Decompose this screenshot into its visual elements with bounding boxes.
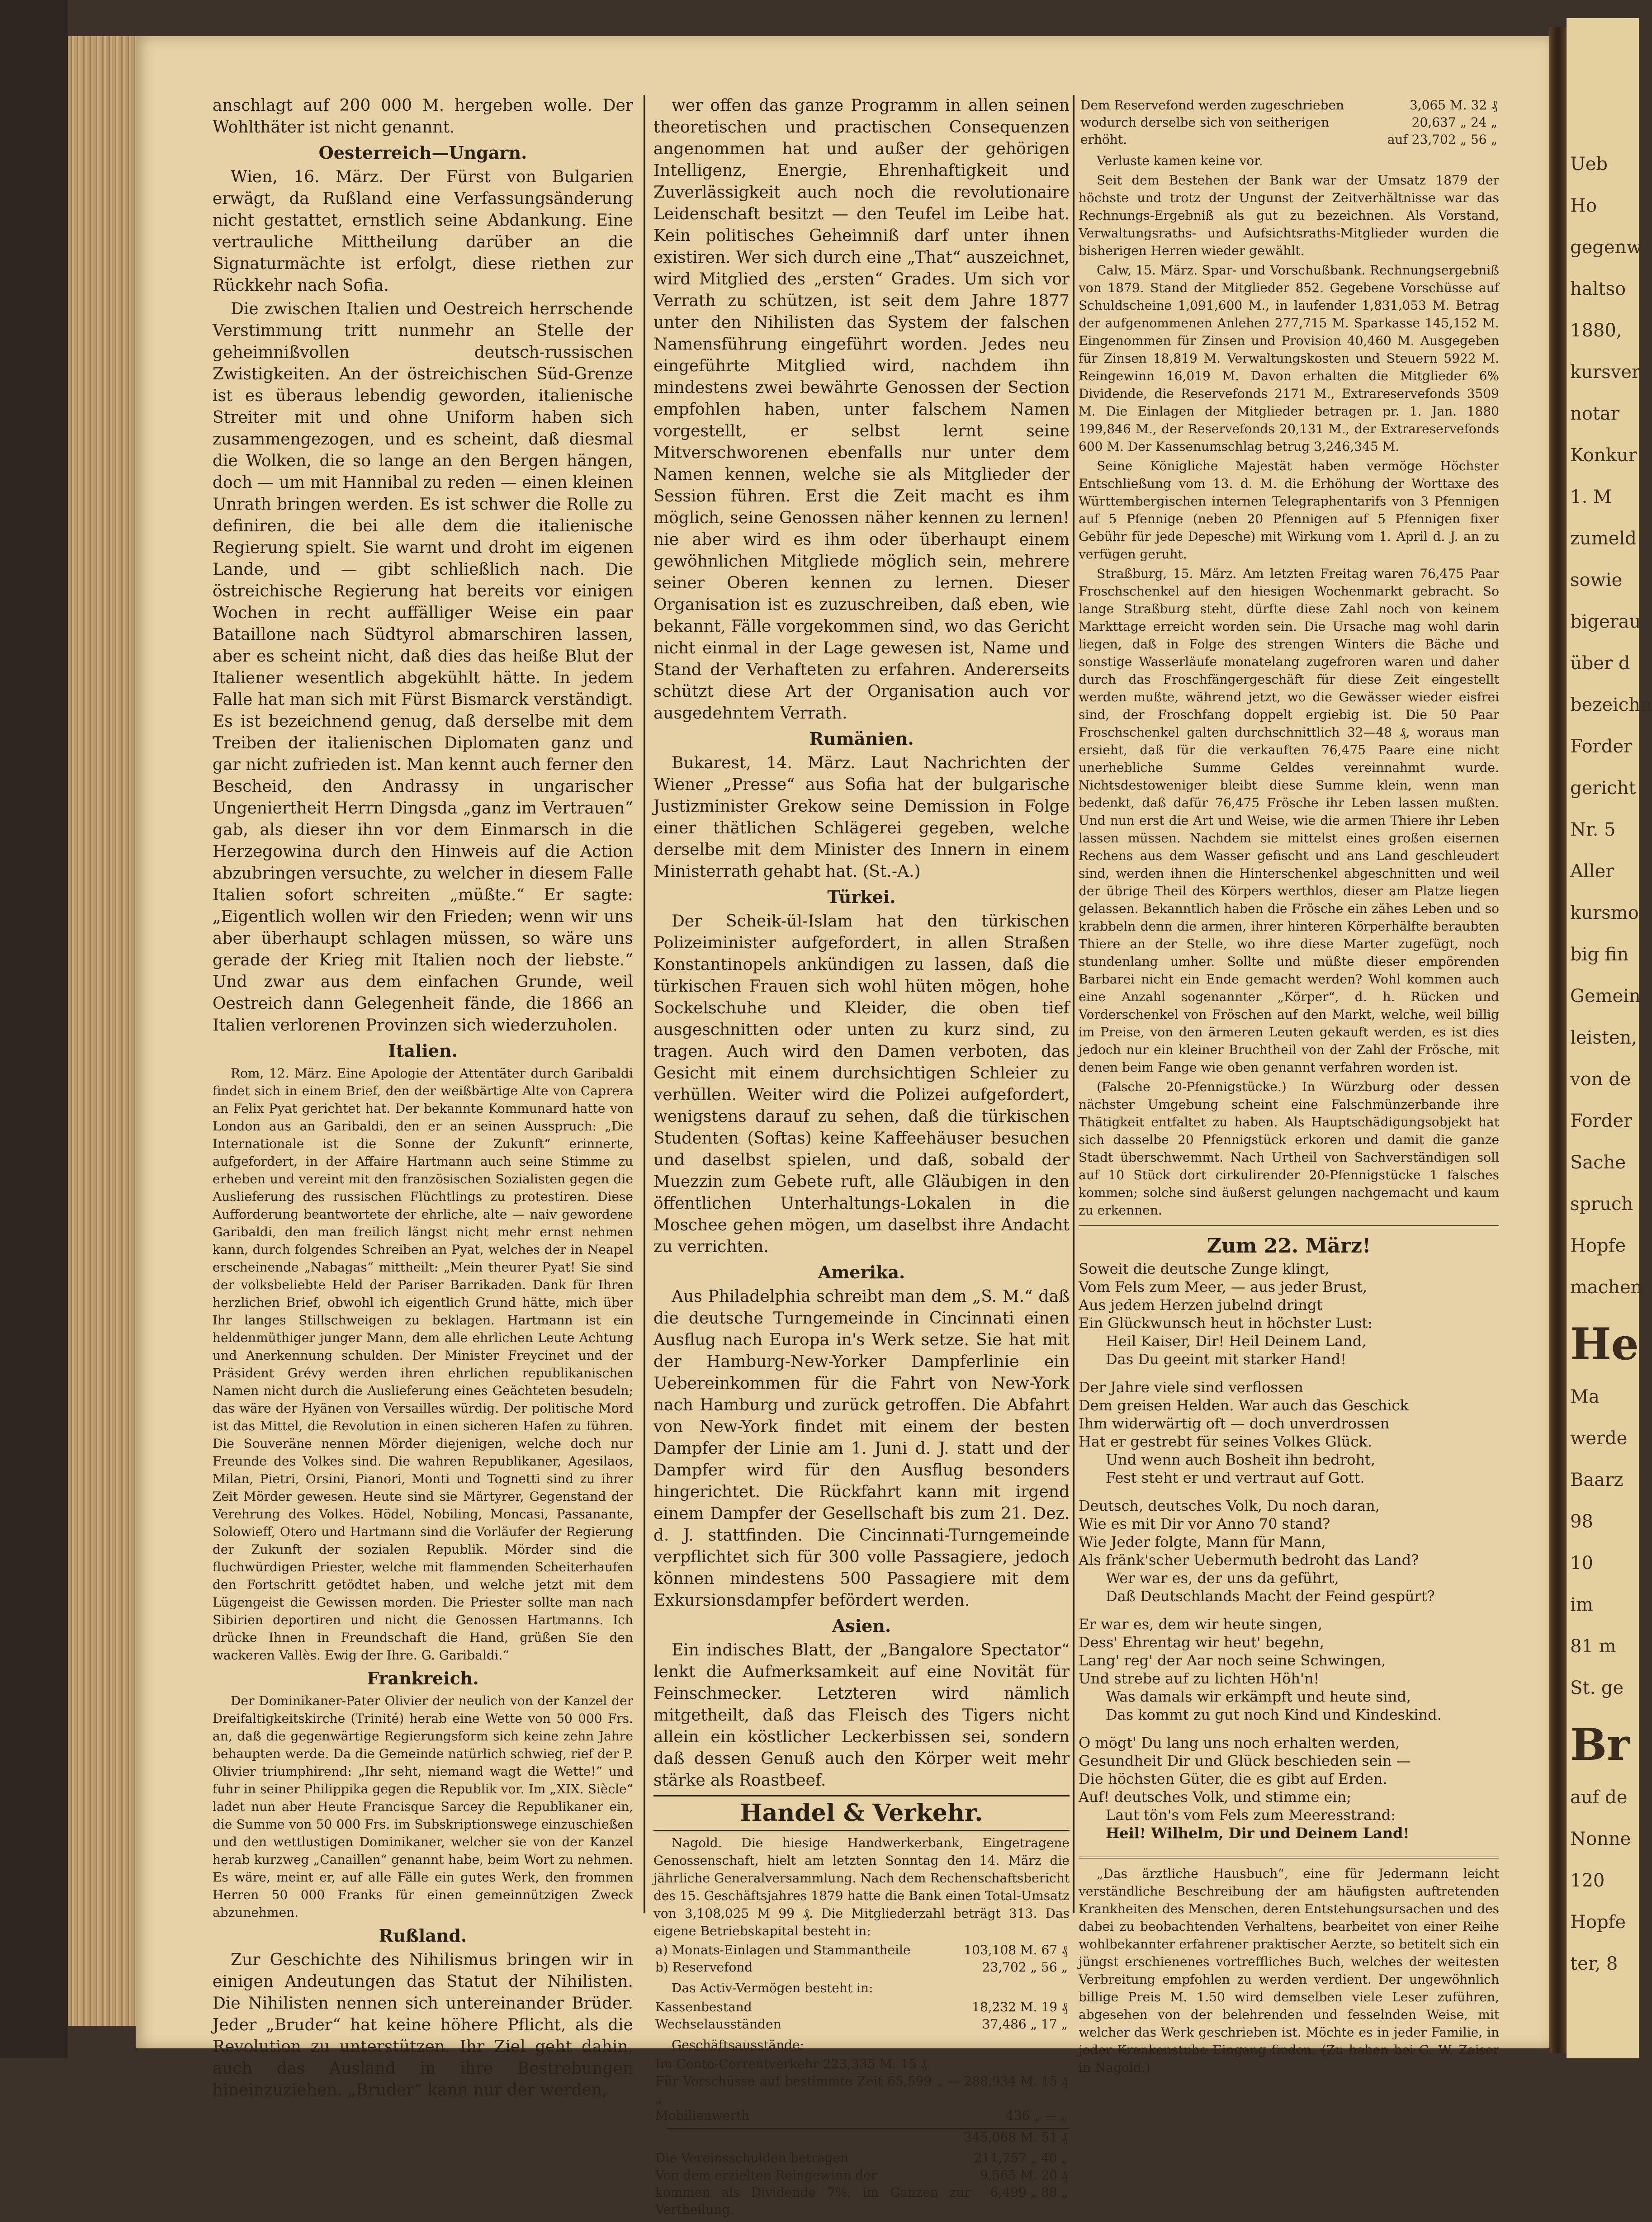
row-amount: 436 „ — „ <box>1005 2108 1068 2123</box>
next-page-fragment: sowie <box>1570 570 1623 591</box>
poem-stanza <box>1079 1378 1499 1487</box>
next-page-fragment: Gemein <box>1570 986 1641 1007</box>
row-label: Für Vorschüsse auf bestimmte Zeit 65,599 „ — „ <box>655 2074 961 2106</box>
poem-line: Wer war es, der uns da geführt, <box>1106 1570 1339 1587</box>
column-rule <box>1073 95 1075 1913</box>
handel-section <box>653 1795 1070 2218</box>
row-label: Kassenbestand <box>655 2000 752 2014</box>
poem-line: Hat er gestrebt für seines Volkes Glück. <box>1079 1433 1373 1450</box>
intro-text: anschlagt auf 200 000 M. hergeben wolle. Der Wohlthäter ist nicht genannt. <box>213 96 633 137</box>
column-rule <box>644 95 645 1913</box>
next-page-fragment: kursmo <box>1570 903 1639 923</box>
page-stack-edges <box>68 36 136 2026</box>
debts-table <box>653 2150 1070 2218</box>
next-page-fragment: Sache <box>1570 1152 1626 1173</box>
poem-line: Ein Glückwunsch heut in höchster Lust: <box>1079 1314 1373 1332</box>
next-page-fragment: Ma <box>1570 1386 1600 1407</box>
article-paragraph: Ein indisches Blatt, der „Bangalore Spectator“ lenkt die Aufmerksamkeit auf eine Novität für Feinschmecker. Letzteren wird nämlich mitgetheilt, daß das Fleisch des Tigers nicht allein ein köstlicher Leckerbissen sei, sondern daß dessen Genuß auch den Körper weit mehr stärke als Roastbeef. <box>653 1641 1070 1790</box>
row-label: wodurch derselbe sich von seitherigen <box>1080 115 1330 130</box>
next-page-fragment: haltso <box>1570 279 1626 299</box>
poem-line: Daß Deutschlands Macht der Feind gespürt? <box>1106 1588 1435 1605</box>
article-paragraph: Calw, 15. März. Spar- und Vorschußbank. Rechnungsergebniß von 1879. Stand der Mitglieder 852. Gegebene Vorschüsse auf Schuldscheine 1,091,600 M., in laufender 1,831,053 M. Betrag der aufgenommenen Anlehen 277,715 M. Sparkasse 145,152 M. Eingenommen für Zinsen und Provision 40,460 M. Ausgegeben für Zinsen 18,819 M. Verwaltungskosten und Steuern 5922 M. Reingewinn 16,019 M. Davon erhalten die Mitglieder 6% Dividende, die Reservefonds 2171 M., Extrareservefonds 3509 M. Die Einlagen der Mitglieder betragen pr. 1. Jan. 1880 199,846 M., der Reservefonds 20,131 M., der Extrareservefonds 600 M. Der Kassenumschlag betrug 3,246,345 M. <box>1079 263 1499 454</box>
article-paragraph: Rom, 12. März. Eine Apologie der Attentäter durch Garibaldi findet sich in einem Brief, den der weißbärtige Alte von Caprera an Felix Pyat gerichtet hat. Der bekannte Kommunard hatte von London aus an Garibaldi, den er an seinen Ausspruch: „Die Internationale ist die Sonne der Zukunft“ erinnerte, aufgefordert, in der Affaire Hartmann auch seine Stimme zu erheben und vereint mit den französischen Sozialisten gegen die Auslieferung des russischen Flüchtlings zu protestiren. Diese Aufforderung beantwortete der ehrliche, alte — naiv gewordene Garibaldi, den man freilich längst nicht mehr ernst nehmen kann, durch folgendes Schreiben an Pyat, welches der in Neapel erscheinende „Nabagas“ mittheilt: „Mein theurer Pyat! Sie sind der volksbeliebte Held der Pariser Barrikaden. Dank für Ihren herzlichen Brief, obwohl ich eigentlich Grund hätte, mich über Ihr langes Stillschweigen zu beklagen. Hartmann ist ein heldenmüthiger junger Mann, dem alle ehrlichen Leute Achtung und Anerkennung schulden. Der Minister Freycinet und der Präsident Grévy werden ihren ehrlichen republikanischen Namen nicht durch die Auslieferung eines Geächteten besudeln; das wäre der Hyänen von Versailles würdig. Der politische Mord ist das Mittel, die Revolution in einen sicheren Hafen zu führen. Die Souveräne nennen Mörder diejenigen, welche doch nur Freunde des Volkes sind. Die wahren Republikaner, Agesilaos, Milan, Pietri, Orsini, Pianori, Monti und Tognetti sind zu ihrer Zeit Mörder gewesen. Heute sind sie Märtyrer, Gegenstand der Verehrung des Volkes. Hödel, Nobiling, Moncasi, Passanante, Solowieff, Otero und Hartmann sind die Vorläufer der Regierung der Zukunft der sozialen Republik. Mörder sind die fluchwürdigen Priester, welche mit flammenden Scheiterhaufen den Fortschritt getödtet haben, und welche jetzt mit dem Lügengeist die Gewissen morden. Die Priester sollte man nach Sibirien deportiren und nicht die Genossen Hartmanns. Ich drücke Ihnen in Freundschaft die Hand, grüßen Sie den wackeren Vallès. Ewig der Ihre. G. Garibaldi.“ <box>213 1066 633 1663</box>
row-label: a) Monats-Einlagen und Stammantheile <box>655 1943 911 1957</box>
row-amount: 9,565 M. 20 ₰ <box>980 2168 1068 2183</box>
table-row <box>1079 97 1499 114</box>
next-page-fragment: He <box>1570 1319 1639 1370</box>
row-amount <box>962 2056 1070 2073</box>
poem-line: O mögt' Du lang uns noch erhalten werden, <box>1079 1734 1400 1751</box>
section-heading: Rumänien. <box>809 728 914 749</box>
poem-line: Das kommt zu gut noch Kind und Kindeskind. <box>1106 1706 1442 1723</box>
table-row <box>653 2184 1070 2218</box>
row-amount: 18,232 M. 19 ₰ <box>972 2000 1068 2014</box>
column-3 <box>1079 95 1499 2078</box>
poem-body <box>1079 1260 1499 1842</box>
next-page-fragment: Konkur <box>1570 445 1637 466</box>
poem-line: Ihm widerwärtig oft — doch unverdrossen <box>1079 1415 1390 1432</box>
row-label: kommen als Dividende 7%, im Ganzen zur Vertheilung. <box>655 2185 970 2217</box>
advert-text: „Das ärztliche Hausbuch“, eine für Jedermann leicht verständliche Beschreibung der am häufigsten auftretenden Krankheiten des Menschen, deren Entstehungsursachen und des dabei zu beobachtenden Verhaltens, bearbeitet von einer Reihe wohlbekannter erfahrener praktischer Aerzte, so betitelt sich ein jüngst erschienenes vortreffliches Buch, welches der weitesten Verbreitung empfohlen zu werden verdient. Der ungewöhnlich billige Preis M. 1.50 wird demselben viele Leser zuführen, abgesehen von der belehrenden und fesselnden Weise, mit welcher das Werk geschrieben ist. Möchte es in jeder Familie, in jeder Krankenstube Eingang finden. (Zu haben bei G. W. Zaiser in Nagold.) <box>1079 1866 1499 2075</box>
row-amount: 288,934 M. 15 ₰ <box>964 2074 1068 2089</box>
row-label: Wechselausständen <box>655 2017 781 2032</box>
next-page-fragment: big fin <box>1570 944 1629 965</box>
poem-line: Soweit die deutsche Zunge klingt, <box>1079 1260 1330 1277</box>
next-page-fragment: 1880, <box>1570 320 1622 341</box>
row-amount: auf 23,702 „ 56 „ <box>1387 132 1497 147</box>
article-paragraph: Seit dem Bestehen der Bank war der Umsatz 1879 der höchste und trotz der Ungunst der Zeitverhältnisse war das Rechnungs-Ergebniß als gut zu bezeichnen. Als Vorstand, Verwaltungsraths- und Aufsichtsraths-Mitglieder wurden die bisherigen Herren wieder gewählt. <box>1079 173 1499 258</box>
next-page-fragment: 1. M <box>1570 487 1612 507</box>
table-row <box>653 2107 1070 2124</box>
next-page-fragment: 10 <box>1570 1553 1593 1574</box>
next-page-fragment: werde <box>1570 1428 1628 1449</box>
next-page-fragment: über d <box>1570 653 1630 674</box>
row-amount: 23,702 „ 56 „ <box>982 1960 1068 1975</box>
next-page-fragment: kursver <box>1570 362 1641 383</box>
handel-intro: Nagold. Die hiesige Handwerkerbank, Eingetragene Genossenschaft, hielt am letzten Sonntag den 14. März die jährliche Generalversammlung. Nach dem Rechenschaftsbericht des 15. Geschäftsjahres 1879 hatte die Bank einen Total-Umsatz von 3,108,025 M 99 ₰. Die Mitgliederzahl beträgt 313. Das eigene Betriebskapital besteht in: <box>653 1835 1070 1938</box>
next-page-fragment: Nr. 5 <box>1570 819 1616 840</box>
row-label: Von dem erzielten Reingewinn der <box>655 2168 877 2183</box>
column-2 <box>653 95 1070 2222</box>
row-amount: 37,486 „ 17 „ <box>982 2017 1068 2032</box>
poem-line: Gesundheit Dir und Glück beschieden sein — <box>1079 1752 1411 1769</box>
next-page-fragment: Forder <box>1570 736 1633 757</box>
poem-title: Zum 22. März! <box>1207 1234 1371 1258</box>
row-label: Im Conto-Correntverkehr 223,335 M. 15 ₰ <box>655 2057 927 2071</box>
next-page-fragment: im <box>1570 1594 1593 1615</box>
poem-line: Er war es, dem wir heute singen, <box>1079 1616 1323 1633</box>
poem-line: Laut tön's vom Fels zum Meeresstrand: <box>1106 1806 1396 1824</box>
next-page-fragment: zumeld <box>1570 528 1637 549</box>
poem-stanza <box>1079 1497 1499 1605</box>
outstanding-heading: Geschäftsausstände: <box>672 2038 805 2052</box>
next-page-fragment: Hopfe <box>1570 1912 1626 1933</box>
section-heading: Amerika. <box>818 1262 905 1282</box>
poem-line: Was damals wir erkämpft und heute sind, <box>1106 1688 1411 1705</box>
poem-line: Heil Kaiser, Dir! Heil Deinem Land, <box>1106 1333 1367 1350</box>
next-page-fragment: Aller <box>1570 861 1614 882</box>
assets-heading: Das Activ-Vermögen besteht in: <box>672 1981 873 1995</box>
article-paragraph: Bukarest, 14. März. Laut Nachrichten der Wiener „Presse“ aus Sofia hat der bulgarische Justizminister Grekow seine Demission in Folge einer thätlichen Schlägerei gegeben, welche derselbe mit dem Minister des Innern in einem Ministerrath gehabt hat. (St.-A.) <box>653 754 1070 881</box>
next-page-fragment: gericht <box>1570 778 1636 799</box>
poem <box>1079 1225 1499 1858</box>
article-paragraph: (Falsche 20-Pfennigstücke.) In Würzburg oder dessen nächster Umgebung scheint eine Falschmünzerbande ihre Thätigkeit entfaltet zu haben. Als Hauptschädigungsobjekt hat sich dasselbe 20 Pfennigstück erkoren und damit die ganze Stadt überschwemmt. Nach Urtheil von Sachverständigen soll auf 10 Stück dort cirkulirender 20-Pfennigstücke 1 falsches kommen; solche sind äußerst gelungen nachgemacht und kaum zu erkennen. <box>1079 1079 1499 1218</box>
article-paragraph: wer offen das ganze Programm in allen seinen theoretischen und practischen Consequenzen angenommen hat und außer der gehörigen Intelligenz, Energie, Ehrenhaftigkeit und Zuverlässigkeit auch noch die revolutionaire Leidenschaft besitzt — den Teufel im Leibe hat. Kein politisches Geheimniß darf unter ihnen existiren. Wer sich durch eine „That“ auszeichnet, wird Mitglied des „ersten“ Grades. Um sich vor Verrath zu schützen, ist seit dem Jahre 1877 unter den Nihilisten das System der falschen Namensführung eingeführt worden. Jedes neu eingeführte Mitglied wird, nachdem ihn mindestens zwei bewährte Genossen der Section empfohlen haben, unter falschem Namen vorgestellt, er selbst lernt seine Mitverschworenen ebenfalls nur unter dem Namen kennen, welche sie als Mitglieder der Session führen. Erst die Zeit macht es ihm möglich, seine Genossen näher kennen zu lernen! nie aber wird es ihm oder überhaupt einem gewöhnlichen Mitgliede möglich sein, mehrere seiner Oberen kennen zu lernen. Dieser Organisation ist es zuzuschreiben, daß eben, wie bekannt, Fälle vorgekommen sind, wo das Gericht nicht einmal in der Lage gewesen ist, Name und Stand der Verhafteten zu erfahren. Andererseits schützt diese Art der Organisation auch vor ausgedehntem Verrath. <box>653 96 1070 723</box>
section-heading: Handel & Verkehr. <box>653 1795 1070 1831</box>
article-paragraph: Der Dominikaner-Pater Olivier der neulich von der Kanzel der Dreifaltigkeitskirche (Trinité) herab eine Wette von 50 000 Frs. an, daß die gegenwärtige Regierungsform sich keine zehn Jahre behaupten werde. Da die Gemeinde natürlich schwieg, rief der P. Olivier triumphirend: „Ihr seht, niemand wagt die Wette!“ und fuhr in seiner Philippika gegen die Republik vor. Im „XIX. Siècle“ ladet nun aber Heute Francisque Sarcey die Republikaner ein, die Summe von 50 000 Frs. im Subskriptionswege einzuschießen und den wettlustigen Dominikaner, welcher sie von der Kanzel herab kurzweg „Canaillen“ genannt habe, beim Wort zu nehmen. Es wäre, meint er, auf alle Fälle ein gutes Werk, den frommen Herren 50 000 Franks für einen gemeinnützigen Zweck abzunehmen. <box>213 1693 633 1920</box>
next-page-fragment: 98 <box>1570 1511 1593 1532</box>
outstanding-table <box>653 2056 1070 2124</box>
column-2-sections <box>653 95 1070 1792</box>
background-left <box>0 0 68 2058</box>
table-row <box>653 2150 1070 2167</box>
poem-line: Wie Jeder folgte, Mann für Mann, <box>1079 1533 1326 1551</box>
reserve-table <box>1079 97 1499 148</box>
poem-line: Fest steht er und vertraut auf Gott. <box>1106 1469 1365 1486</box>
poem-line: Der Jahre viele sind verflossen <box>1079 1379 1303 1396</box>
poem-line: Auf! deutsches Volk, und stimme ein; <box>1079 1788 1352 1806</box>
next-page-fragment: bigerau <box>1570 611 1641 632</box>
poem-line: Als fränk'scher Uebermuth bedroht das Land? <box>1079 1551 1419 1569</box>
next-page-fragment: Forder <box>1570 1111 1633 1131</box>
table-row <box>653 2128 1070 2146</box>
table-row <box>653 2056 1070 2073</box>
section-heading: Italien. <box>388 1040 458 1061</box>
total-label <box>653 2128 667 2146</box>
table-row <box>653 2167 1070 2184</box>
poem-line: Dess' Ehrentag wir heut' begehn, <box>1079 1634 1325 1651</box>
poem-line: Heil! Wilhelm, Dir und Deinem Land! <box>1106 1825 1410 1842</box>
next-page-fragment: Br <box>1570 1719 1630 1770</box>
book-gutter <box>1549 27 1567 2053</box>
next-page-fragment: bezeichn <box>1570 695 1652 715</box>
poem-line: Dem greisen Helden. War auch das Geschick <box>1079 1397 1409 1414</box>
table-row <box>653 1959 1070 1976</box>
row-label: Mobilienwerth <box>655 2108 750 2123</box>
row-amount: 20,637 „ 24 „ <box>1411 115 1497 130</box>
poem-stanza <box>1079 1615 1499 1724</box>
poem-stanza <box>1079 1734 1499 1842</box>
row-amount: 211,757 „ 40 „ <box>974 2151 1068 2165</box>
article-paragraph: Wien, 16. März. Der Fürst von Bulgarien erwägt, da Rußland eine Verfassungsänderung nicht gestattet, ernstlich seine Abdankung. Eine vertrauliche Mittheilung darüber an die Signaturmächte ist erfolgt, diese riethen zur Rückkehr nach Sofia. <box>213 168 633 295</box>
next-page-fragment: leisten, <box>1570 1027 1638 1048</box>
article-paragraph: Der Scheik-ül-Islam hat den türkischen Polizeiminister aufgefordert, in allen Straßen Konstantinopels ankündigen zu lassen, daß die türkischen Frauen sich wohl hüten mögen, hohe Sockelschuhe und Kleider, die oben tief ausgeschnitten oder unten zu kurz sind, zu tragen. Auch wird den Damen verboten, das Gesicht mit einem durchsichtigen Schleier zu verhüllen. Weiter wird die Polizei aufgefordert, wenigstens darauf zu sehen, daß die türkischen Studenten (Softas) keine Kaffeehäuser besuchen und daselbst spielen, und daß, sobald der Muezzin zum Gebete ruft, alle Gläubigen in den öffentlichen Unterhaltungs-Lokalen in die Moschee gehen mögen, um daselbst ihre Andacht zu verrichten. <box>653 912 1070 1256</box>
next-page-fragment: Ueb <box>1570 154 1608 175</box>
next-page-fragment: spruch <box>1570 1194 1633 1215</box>
assets-table <box>653 1999 1070 2033</box>
section-heading: Frankreich. <box>367 1668 479 1688</box>
article-paragraph: Aus Philadelphia schreibt man dem „S. M.“ daß die deutsche Turngemeinde in Cincinnati einen Ausflug nach Europa in's Werk setze. Sie hat mit der Hamburg-New-Yorker Dampferlinie ein Uebereinkommen für die Fahrt von New-York nach Hamburg und zurück getroffen. Die Abfahrt von New-York findet mit einem der besten Dampfer der Linie am 1. Juni d. J. statt und der Dampfer wird für den Ausflug besonders hingerichtet. Die Rückfahrt kann mit irgend einem Dampfer der Gesellschaft bis zum 21. Dez. d. J. stattfinden. Die Cincinnati-Turngemeinde verpflichtet sich für 300 volle Passagiere, jedoch können mindestens 500 Passagiere mit dem Exkursionsdampfer befördert werden. <box>653 1287 1070 1610</box>
column-3-paragraphs <box>1079 152 1499 1219</box>
row-label: Dem Reservefond werden zugeschrieben <box>1080 98 1344 113</box>
section-heading: Oesterreich—Ungarn. <box>318 142 527 163</box>
poem-line: Deutsch, deutsches Volk, Du noch daran, <box>1079 1497 1380 1514</box>
poem-line: Aus jedem Herzen jubelnd dringt <box>1079 1296 1323 1314</box>
next-page-fragment: auf de <box>1570 1787 1628 1808</box>
row-amount: 6,499 „ 88 „ <box>990 2185 1068 2200</box>
total-amount: 345,068 M. 51 ₰ <box>667 2128 1070 2146</box>
article-paragraph: Die zwischen Italien und Oestreich herrschende Verstimmung tritt nunmehr an Stelle der geheimnißvollen deutsch-russischen Zwistigkeiten. An der östreichischen Süd-Grenze ist es überaus lebendig geworden, italienische Streiter mit und ohne Uniform haben sich zusammengezogen, und es scheint, daß diesmal die Wolken, die so lange an den Bergen hängen, doch — um mit Hannibal zu reden — einen kleinen Unrath bringen werden. Es ist schwer die Rolle zu definiren, die bei alle dem die italienische Regierung spielt. Sie warnt und droht im eigenen Lande, und — gibt schließlich nach. Die östreichische Regierung hat bereits vor einigen Wochen in recht auffälliger Weise ein paar Bataillone nach Südtyrol abmarschiren lassen, aber es scheint nicht, daß dies das heiße Blut der Italiener wesentlich abgekühlt hätte. In jedem Falle hat man sich mit Fürst Bismarck verständigt. Es ist bezeichnend genug, daß derselbe mit dem Treiben der italienischen Diplomaten ganz und gar nicht zufrieden ist. Man kennt auch ferner den Bescheid, den Andrassy in ungarischer Ungeniertheit Herrn Dingsda „ganz im Vertrauen“ gab, als dieser ihn vor dem Einmarsch in die Herzegowina durch den Hinweis auf die Action abzubringen versuchte, zu welcher in diesem Falle Italien sofort schreiten „müßte.“ Er sagte: „Eigentlich wollen wir den Frieden; wenn wir uns aber überhaupt schlagen müssen, so wäre uns gerade der Krieg mit Italien noch der liebste.“ Und zwar aus dem einfachen Grunde, weil Oestreich dann Gelegenheit fände, die 1866 an Italien verlorenen Provinzen sich wiederzuholen. <box>213 300 633 1035</box>
table-row <box>1079 114 1499 131</box>
row-amount: 3,065 M. 32 ₰ <box>1409 98 1497 113</box>
section-heading: Türkei. <box>827 887 896 907</box>
column-1-sections <box>213 142 633 2101</box>
capital-table <box>653 1942 1070 1976</box>
poem-line: Lang' reg' der Aar noch seine Schwingen, <box>1079 1652 1386 1669</box>
next-page-fragment: St. ge <box>1570 1678 1624 1698</box>
table-row <box>653 2073 1070 2107</box>
table-row <box>653 1999 1070 2016</box>
next-page-fragment: von de <box>1570 1069 1631 1090</box>
poem-line: Das Du geeint mit starker Hand! <box>1106 1351 1346 1368</box>
column-1 <box>213 95 633 2103</box>
row-amount: 103,108 M. 67 ₰ <box>964 1943 1068 1957</box>
row-label: erhöht. <box>1080 132 1127 147</box>
row-label: b) Reservefond <box>655 1960 753 1975</box>
next-page-fragment: gegenw <box>1570 237 1642 258</box>
next-page-fragment: ter, 8 <box>1570 1953 1618 1974</box>
next-page-fragment: Hopfe <box>1570 1235 1626 1256</box>
poem-line: Wie es mit Dir vor Anno 70 stand? <box>1079 1515 1330 1532</box>
article-paragraph: Seine Königliche Majestät haben vermöge Höchster Entschließung vom 13. d. M. die Erhöhung der Worttaxe des Württembergischen internen Telegraphentarifs von 3 Pfennigen auf 5 Pfennige (neben 20 Pfennigen auf 5 Pfennigen fixer Gebühr für jede Depesche) mit Wirkung vom 1. April d. J. an zu verfügen geruht. <box>1079 459 1499 562</box>
poem-line: Vom Fels zum Meer, — aus jeder Brust, <box>1079 1278 1367 1295</box>
total-table <box>653 2128 1070 2146</box>
next-page-edge <box>1567 18 1652 2058</box>
table-row <box>653 1942 1070 1959</box>
next-page-fragment: Nonne <box>1570 1829 1631 1849</box>
table-row <box>1079 131 1499 148</box>
article-paragraph: Verluste kamen keine vor. <box>1097 153 1263 168</box>
next-page-fragment: 120 <box>1570 1870 1605 1891</box>
article-paragraph: Zur Geschichte des Nihilismus bringen wir in einigen Andeutungen das Statut der Nihilisten. Die Nihilisten nennen sich untereinander Brüder. Jeder „Bruder“ hat keine höhere Pflicht, als die Revolution zu unterstützen. Ihr Ziel geht dahin, auch das Ausland in ihre Bestrebungen hineinzuziehen. „Bruder“ kann nur der werden, <box>213 1951 633 2099</box>
poem-line: Und strebe auf zu lichten Höh'n! <box>1079 1670 1320 1687</box>
next-page-fragment: notar <box>1570 403 1619 424</box>
poem-stanza <box>1079 1260 1499 1368</box>
section-heading: Asien. <box>832 1616 891 1636</box>
next-page-fragment: Baarz <box>1570 1470 1624 1490</box>
next-page-fragment: Ho <box>1570 195 1597 216</box>
poem-line: Die höchsten Güter, die es gibt auf Erden. <box>1079 1770 1387 1787</box>
next-page-fragment: machen <box>1570 1277 1643 1298</box>
article-paragraph: Straßburg, 15. März. Am letzten Freitag waren 76,475 Paar Froschschenkel auf den hiesigen Wochenmarkt gebracht. So lange Straßburg steht, dürfte diese Zahl noch von keinem Markttage erreicht worden sein. Die Ursache mag wohl darin liegen, daß in Folge des strengen Winters die Bäche und sonstige Wasserläufe monatelang zugefroren waren und daher durch das Froschfängergeschäft für diese Zeit eingestellt werden mußte, während jetzt, wo die Gewässer wieder eisfrei sind, der Froschfang doppelt ergiebig ist. Die 50 Paar Froschschenkel galten durchschnittlich 32—48 ₰, woraus man ersieht, daß für die verkauften 76,475 Paare eine nicht unerhebliche Summe Geldes vereinnahmt wurde. Nichtsdestoweniger bleibt diese Summe klein, wenn man bedenkt, daß dafür 76,475 Frösche ihr Leben lassen mußten. Und nun erst die Art und Weise, wie die armen Thiere ihr Leben lassen müssen. Nachdem sie mittelst eines großen eisernen Rechens aus dem Wasser gefischt und ans Land geschleudert sind, werden ihnen die Hinterschenkel abgeschnitten und weil der übrige Theil des Körpers werthlos, dieser am Platze liegen gelassen. Bekanntlich haben die Frösche ein zähes Leben und so krabbeln denn die armen, ihrer hinteren Körperhälfte beraubten Thiere an der Stelle, wo ihre diese Marter zugefügt, noch stundenlang umher. Sollte und müßte dieser empörenden Barbarei nicht ein Ende gemacht werden? Wohl kommen auch eine Anzahl sogenannter „Körper“, d. h. Rücken und Vorderschenkel von Fröschen auf den Markt, welche, weil billig im Preise, von den ärmeren Leuten gekauft werden, es ist dies jedoch nur ein kleiner Bruchtheil von der Zahl der Frösche, mit denen beim Fange wie oben genannt verfahren worden ist. <box>1079 566 1499 1075</box>
row-label: Die Vereinsschulden betragen <box>655 2151 849 2165</box>
next-page-fragment: 81 m <box>1570 1636 1616 1657</box>
section-heading: Rußland. <box>379 1925 467 1946</box>
poem-line: Und wenn auch Bosheit ihn bedroht, <box>1106 1451 1376 1468</box>
table-row <box>653 2016 1070 2033</box>
